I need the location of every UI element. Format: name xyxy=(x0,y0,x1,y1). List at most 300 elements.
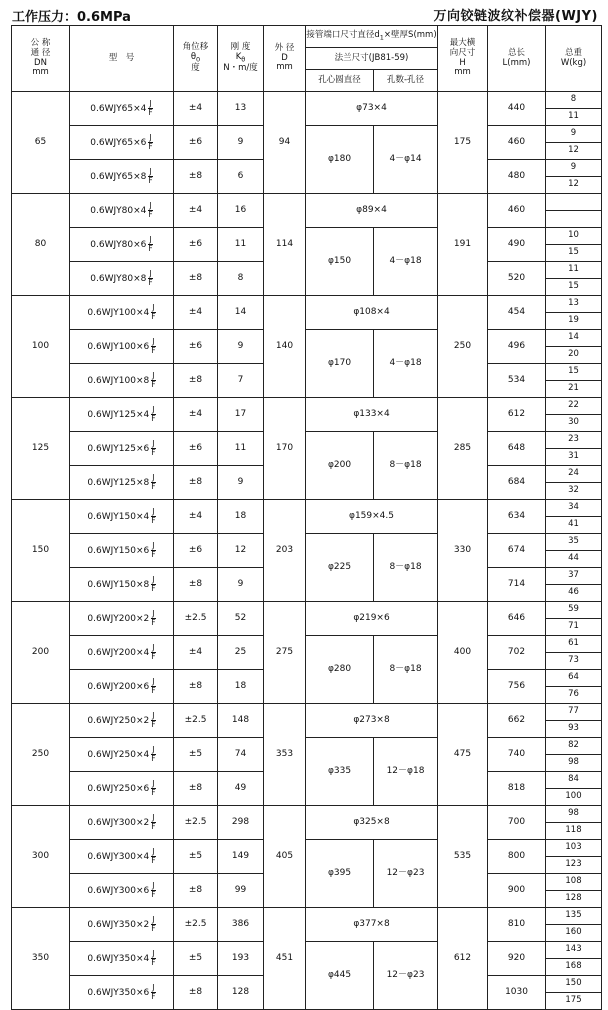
cell-angle: ±6 xyxy=(174,228,218,262)
table-row xyxy=(12,908,602,925)
cell-length: 646 xyxy=(488,602,546,636)
model-number: 0.6WJY300×2 xyxy=(87,818,150,828)
cell-model xyxy=(70,670,174,704)
cell-model xyxy=(70,160,174,194)
cell-length: 674 xyxy=(488,534,546,568)
fraction-numerator: J xyxy=(152,439,155,448)
table-row xyxy=(12,840,602,857)
cell-angle: ±5 xyxy=(174,738,218,772)
fraction-denominator: F xyxy=(151,380,156,389)
table-row xyxy=(12,942,602,959)
connection-type-fraction xyxy=(151,984,155,1001)
cell-angle: ±4 xyxy=(174,636,218,670)
header-model: 型 号 xyxy=(70,26,174,92)
model-number: 0.6WJY150×8 xyxy=(87,580,150,590)
cell-stiffness: 16 xyxy=(218,194,264,228)
cell-weight: 15 xyxy=(546,364,602,381)
cell-model xyxy=(70,568,174,602)
connection-type-fraction xyxy=(151,576,155,593)
cell-weight: 168 xyxy=(546,959,602,976)
fraction-denominator: F xyxy=(151,584,156,593)
cell-length: 756 xyxy=(488,670,546,704)
cell-stiffness: 25 xyxy=(218,636,264,670)
cell-weight: 98 xyxy=(546,806,602,823)
cell-weight: 82 xyxy=(546,738,602,755)
fraction-denominator: F xyxy=(148,278,153,287)
table-row xyxy=(12,432,602,449)
cell-angle: ±4 xyxy=(174,296,218,330)
cell-stiffness: 128 xyxy=(218,976,264,1010)
cell-weight: 13 xyxy=(546,296,602,313)
cell-weight: 175 xyxy=(546,993,602,1010)
cell-weight: 21 xyxy=(546,381,602,398)
cell-length: 818 xyxy=(488,772,546,806)
connection-type-fraction xyxy=(151,746,155,763)
cell-model xyxy=(70,874,174,908)
cell-weight: 31 xyxy=(546,449,602,466)
cell-weight: 41 xyxy=(546,517,602,534)
cell-diameter: 275 xyxy=(264,602,306,704)
cell-bolt-circle: φ180 xyxy=(306,126,374,194)
fraction-numerator: J xyxy=(149,167,152,176)
cell-weight: 44 xyxy=(546,551,602,568)
connection-type-fraction xyxy=(151,814,155,831)
cell-angle: ±6 xyxy=(174,330,218,364)
cell-length: 440 xyxy=(488,92,546,126)
cell-angle: ±8 xyxy=(174,670,218,704)
cell-weight xyxy=(546,211,602,228)
cell-weight: 8 xyxy=(546,92,602,109)
cell-holes: 12－φ23 xyxy=(374,942,438,1010)
cell-weight: 14 xyxy=(546,330,602,347)
cell-length: 454 xyxy=(488,296,546,330)
cell-height: 400 xyxy=(438,602,488,704)
cell-model xyxy=(70,466,174,500)
fraction-denominator: F xyxy=(151,686,156,695)
cell-holes: 4－φ18 xyxy=(374,330,438,398)
cell-stiffness: 8 xyxy=(218,262,264,296)
model-number: 0.6WJY250×4 xyxy=(87,750,150,760)
cell-weight: 64 xyxy=(546,670,602,687)
table-row xyxy=(12,228,602,245)
cell-weight: 24 xyxy=(546,466,602,483)
cell-holes: 12－φ18 xyxy=(374,738,438,806)
connection-type-fraction xyxy=(151,712,155,729)
cell-model xyxy=(70,806,174,840)
fraction-denominator: F xyxy=(151,346,156,355)
cell-stiffness: 9 xyxy=(218,126,264,160)
cell-weight: 150 xyxy=(546,976,602,993)
cell-model xyxy=(70,194,174,228)
cell-dn: 65 xyxy=(12,92,70,194)
cell-length: 740 xyxy=(488,738,546,772)
header-height: 最大横 向尺寸 H mm xyxy=(438,26,488,92)
connection-type-fraction xyxy=(148,236,152,253)
cell-model xyxy=(70,534,174,568)
cell-weight: 11 xyxy=(546,262,602,279)
cell-model xyxy=(70,976,174,1010)
connection-type-fraction xyxy=(148,270,152,287)
fraction-denominator: F xyxy=(151,856,156,865)
cell-length: 702 xyxy=(488,636,546,670)
cell-stiffness: 298 xyxy=(218,806,264,840)
cell-length: 496 xyxy=(488,330,546,364)
fraction-numerator: J xyxy=(152,541,155,550)
cell-model xyxy=(70,840,174,874)
cell-weight: 128 xyxy=(546,891,602,908)
fraction-numerator: J xyxy=(152,677,155,686)
table-row xyxy=(12,398,602,415)
spec-table xyxy=(11,25,602,1010)
table-row xyxy=(12,500,602,517)
fraction-denominator: F xyxy=(151,448,156,457)
cell-pipe-size: φ377×8 xyxy=(306,908,438,942)
cell-dn: 125 xyxy=(12,398,70,500)
cell-stiffness: 149 xyxy=(218,840,264,874)
fraction-denominator: F xyxy=(151,414,156,423)
cell-angle: ±8 xyxy=(174,568,218,602)
cell-weight: 12 xyxy=(546,177,602,194)
fraction-numerator: J xyxy=(152,915,155,924)
cell-length: 714 xyxy=(488,568,546,602)
cell-angle: ±8 xyxy=(174,772,218,806)
fraction-numerator: J xyxy=(152,575,155,584)
header-holes: 孔数-孔径 xyxy=(374,70,438,92)
cell-dn: 150 xyxy=(12,500,70,602)
fraction-denominator: F xyxy=(151,958,156,967)
cell-angle: ±4 xyxy=(174,194,218,228)
cell-angle: ±4 xyxy=(174,92,218,126)
fraction-denominator: F xyxy=(151,516,156,525)
cell-stiffness: 17 xyxy=(218,398,264,432)
cell-height: 191 xyxy=(438,194,488,296)
fraction-denominator: F xyxy=(151,652,156,661)
cell-weight: 100 xyxy=(546,789,602,806)
cell-stiffness: 13 xyxy=(218,92,264,126)
fraction-numerator: J xyxy=(152,983,155,992)
fraction-denominator: F xyxy=(151,890,156,899)
cell-stiffness: 6 xyxy=(218,160,264,194)
fraction-numerator: J xyxy=(152,881,155,890)
cell-height: 612 xyxy=(438,908,488,1010)
cell-angle: ±8 xyxy=(174,160,218,194)
cell-angle: ±2.5 xyxy=(174,806,218,840)
model-number: 0.6WJY300×4 xyxy=(87,852,150,862)
cell-weight: 10 xyxy=(546,228,602,245)
fraction-numerator: J xyxy=(149,133,152,142)
cell-bolt-circle: φ395 xyxy=(306,840,374,908)
cell-diameter: 140 xyxy=(264,296,306,398)
connection-type-fraction xyxy=(151,474,155,491)
cell-pipe-size: φ273×8 xyxy=(306,704,438,738)
cell-stiffness: 11 xyxy=(218,228,264,262)
model-number: 0.6WJY350×2 xyxy=(87,920,150,930)
cell-angle: ±2.5 xyxy=(174,704,218,738)
cell-angle: ±2.5 xyxy=(174,908,218,942)
cell-diameter: 94 xyxy=(264,92,306,194)
cell-pipe-size: φ89×4 xyxy=(306,194,438,228)
fraction-denominator: F xyxy=(151,924,156,933)
cell-holes: 8－φ18 xyxy=(374,636,438,704)
cell-weight: 9 xyxy=(546,126,602,143)
cell-bolt-circle: φ200 xyxy=(306,432,374,500)
cell-length: 634 xyxy=(488,500,546,534)
fraction-numerator: J xyxy=(152,813,155,822)
connection-type-fraction xyxy=(148,168,152,185)
cell-length: 684 xyxy=(488,466,546,500)
cell-weight: 15 xyxy=(546,279,602,296)
cell-bolt-circle: φ280 xyxy=(306,636,374,704)
cell-model xyxy=(70,364,174,398)
cell-weight: 37 xyxy=(546,568,602,585)
cell-pipe-size: φ159×4.5 xyxy=(306,500,438,534)
cell-length: 490 xyxy=(488,228,546,262)
model-number: 0.6WJY65×8 xyxy=(90,172,147,182)
fraction-denominator: F xyxy=(151,992,156,1001)
cell-model xyxy=(70,636,174,670)
model-number: 0.6WJY150×4 xyxy=(87,512,150,522)
fraction-numerator: J xyxy=(152,609,155,618)
connection-type-fraction xyxy=(151,644,155,661)
connection-type-fraction xyxy=(148,100,152,117)
fraction-numerator: J xyxy=(152,507,155,516)
cell-stiffness: 9 xyxy=(218,466,264,500)
cell-weight: 71 xyxy=(546,619,602,636)
cell-dn: 300 xyxy=(12,806,70,908)
cell-angle: ±8 xyxy=(174,976,218,1010)
model-number: 0.6WJY150×6 xyxy=(87,546,150,556)
cell-angle: ±8 xyxy=(174,874,218,908)
cell-stiffness: 52 xyxy=(218,602,264,636)
cell-diameter: 114 xyxy=(264,194,306,296)
fraction-numerator: J xyxy=(152,949,155,958)
cell-angle: ±8 xyxy=(174,262,218,296)
fraction-denominator: F xyxy=(151,618,156,627)
cell-weight: 93 xyxy=(546,721,602,738)
connection-type-fraction xyxy=(151,372,155,389)
model-number: 0.6WJY80×6 xyxy=(90,240,147,250)
cell-angle: ±4 xyxy=(174,500,218,534)
cell-weight: 160 xyxy=(546,925,602,942)
fraction-numerator: J xyxy=(149,201,152,210)
fraction-numerator: J xyxy=(152,303,155,312)
cell-weight: 73 xyxy=(546,653,602,670)
fraction-denominator: F xyxy=(148,176,153,185)
cell-model xyxy=(70,908,174,942)
cell-diameter: 353 xyxy=(264,704,306,806)
cell-pipe-size: φ133×4 xyxy=(306,398,438,432)
cell-model xyxy=(70,330,174,364)
table-row xyxy=(12,330,602,347)
model-number: 0.6WJY200×2 xyxy=(87,614,150,624)
cell-weight: 32 xyxy=(546,483,602,500)
cell-model xyxy=(70,126,174,160)
cell-weight: 34 xyxy=(546,500,602,517)
cell-model xyxy=(70,262,174,296)
table-row xyxy=(12,296,602,313)
cell-holes: 8－φ18 xyxy=(374,534,438,602)
cell-stiffness: 9 xyxy=(218,568,264,602)
spec-table-body xyxy=(12,92,602,1010)
model-number: 0.6WJY350×6 xyxy=(87,988,150,998)
cell-weight: 12 xyxy=(546,143,602,160)
model-number: 0.6WJY80×4 xyxy=(90,206,147,216)
connection-type-fraction xyxy=(151,406,155,423)
cell-model xyxy=(70,500,174,534)
cell-weight: 19 xyxy=(546,313,602,330)
cell-weight: 15 xyxy=(546,245,602,262)
cell-length: 900 xyxy=(488,874,546,908)
cell-diameter: 405 xyxy=(264,806,306,908)
cell-weight: 46 xyxy=(546,585,602,602)
fraction-denominator: F xyxy=(148,108,153,117)
cell-model xyxy=(70,228,174,262)
cell-stiffness: 9 xyxy=(218,330,264,364)
cell-dn: 80 xyxy=(12,194,70,296)
cell-weight: 135 xyxy=(546,908,602,925)
cell-angle: ±5 xyxy=(174,840,218,874)
cell-stiffness: 148 xyxy=(218,704,264,738)
cell-weight: 98 xyxy=(546,755,602,772)
model-number: 0.6WJY100×4 xyxy=(87,308,150,318)
fraction-denominator: F xyxy=(151,754,156,763)
cell-length: 520 xyxy=(488,262,546,296)
model-number: 0.6WJY100×8 xyxy=(87,376,150,386)
cell-height: 285 xyxy=(438,398,488,500)
model-number: 0.6WJY250×2 xyxy=(87,716,150,726)
cell-length: 460 xyxy=(488,194,546,228)
table-row xyxy=(12,738,602,755)
cell-length: 648 xyxy=(488,432,546,466)
cell-stiffness: 14 xyxy=(218,296,264,330)
cell-stiffness: 11 xyxy=(218,432,264,466)
cell-height: 175 xyxy=(438,92,488,194)
cell-angle: ±6 xyxy=(174,432,218,466)
cell-length: 460 xyxy=(488,126,546,160)
cell-weight: 84 xyxy=(546,772,602,789)
cell-weight: 30 xyxy=(546,415,602,432)
connection-type-fraction xyxy=(151,678,155,695)
cell-weight: 11 xyxy=(546,109,602,126)
cell-bolt-circle: φ225 xyxy=(306,534,374,602)
fraction-denominator: F xyxy=(151,550,156,559)
working-pressure-label: 工作压力：0.6MPa xyxy=(12,10,131,25)
model-number: 0.6WJY250×6 xyxy=(87,784,150,794)
model-number: 0.6WJY80×8 xyxy=(90,274,147,284)
header-dn: 公 称 通 径 DN mm xyxy=(12,26,70,92)
cell-model xyxy=(70,296,174,330)
fraction-denominator: F xyxy=(151,822,156,831)
cell-length: 662 xyxy=(488,704,546,738)
cell-stiffness: 99 xyxy=(218,874,264,908)
cell-weight xyxy=(546,194,602,211)
cell-weight: 76 xyxy=(546,687,602,704)
model-number: 0.6WJY65×6 xyxy=(90,138,147,148)
connection-type-fraction xyxy=(148,202,152,219)
cell-weight: 9 xyxy=(546,160,602,177)
fraction-denominator: F xyxy=(151,788,156,797)
table-row xyxy=(12,636,602,653)
cell-model xyxy=(70,432,174,466)
cell-bolt-circle: φ150 xyxy=(306,228,374,296)
fraction-denominator: F xyxy=(148,210,153,219)
connection-type-fraction xyxy=(151,882,155,899)
cell-stiffness: 49 xyxy=(218,772,264,806)
cell-length: 810 xyxy=(488,908,546,942)
cell-holes: 8－φ18 xyxy=(374,432,438,500)
fraction-denominator: F xyxy=(148,142,153,151)
cell-stiffness: 12 xyxy=(218,534,264,568)
cell-length: 700 xyxy=(488,806,546,840)
product-title: 万向铰链波纹补偿器(WJY) xyxy=(433,9,598,24)
cell-weight: 103 xyxy=(546,840,602,857)
cell-pipe-size: φ108×4 xyxy=(306,296,438,330)
cell-length: 534 xyxy=(488,364,546,398)
cell-holes: 4－φ18 xyxy=(374,228,438,296)
header-length: 总长 L(mm) xyxy=(488,26,546,92)
model-number: 0.6WJY125×8 xyxy=(87,478,150,488)
cell-model xyxy=(70,772,174,806)
header-pipe-size: 接管端口尺寸直径$d_1\times$壁厚S(mm) xyxy=(306,26,438,48)
fraction-numerator: J xyxy=(152,711,155,720)
cell-diameter: 170 xyxy=(264,398,306,500)
cell-dn: 100 xyxy=(12,296,70,398)
cell-stiffness: 74 xyxy=(218,738,264,772)
fraction-denominator: F xyxy=(151,312,156,321)
model-number: 0.6WJY200×4 xyxy=(87,648,150,658)
cell-angle: ±8 xyxy=(174,466,218,500)
fraction-numerator: J xyxy=(152,779,155,788)
cell-stiffness: 193 xyxy=(218,942,264,976)
cell-length: 920 xyxy=(488,942,546,976)
cell-bolt-circle: φ335 xyxy=(306,738,374,806)
cell-pipe-size: φ219×6 xyxy=(306,602,438,636)
connection-type-fraction xyxy=(151,950,155,967)
fraction-denominator: F xyxy=(151,720,156,729)
cell-angle: ±5 xyxy=(174,942,218,976)
cell-model xyxy=(70,92,174,126)
cell-length: 612 xyxy=(488,398,546,432)
cell-stiffness: 18 xyxy=(218,670,264,704)
table-row xyxy=(12,534,602,551)
header-bolt-circle: 孔心圆直径 xyxy=(306,70,374,92)
model-number: 0.6WJY350×4 xyxy=(87,954,150,964)
cell-bolt-circle: φ170 xyxy=(306,330,374,398)
cell-angle: ±6 xyxy=(174,126,218,160)
model-number: 0.6WJY300×6 xyxy=(87,886,150,896)
cell-weight: 22 xyxy=(546,398,602,415)
model-number: 0.6WJY200×6 xyxy=(87,682,150,692)
fraction-numerator: J xyxy=(152,473,155,482)
cell-length: 1030 xyxy=(488,976,546,1010)
cell-model xyxy=(70,738,174,772)
header-flange: 法兰尺寸(JB81-59) xyxy=(306,48,438,70)
cell-weight: 59 xyxy=(546,602,602,619)
cell-weight: 77 xyxy=(546,704,602,721)
connection-type-fraction xyxy=(151,610,155,627)
fraction-numerator: J xyxy=(152,745,155,754)
connection-type-fraction xyxy=(151,848,155,865)
model-number: 0.6WJY125×4 xyxy=(87,410,150,420)
cell-height: 535 xyxy=(438,806,488,908)
fraction-numerator: J xyxy=(152,643,155,652)
fraction-numerator: J xyxy=(149,99,152,108)
cell-dn: 200 xyxy=(12,602,70,704)
fraction-numerator: J xyxy=(152,405,155,414)
cell-holes: 4－φ14 xyxy=(374,126,438,194)
cell-angle: ±8 xyxy=(174,364,218,398)
table-row xyxy=(12,194,602,211)
